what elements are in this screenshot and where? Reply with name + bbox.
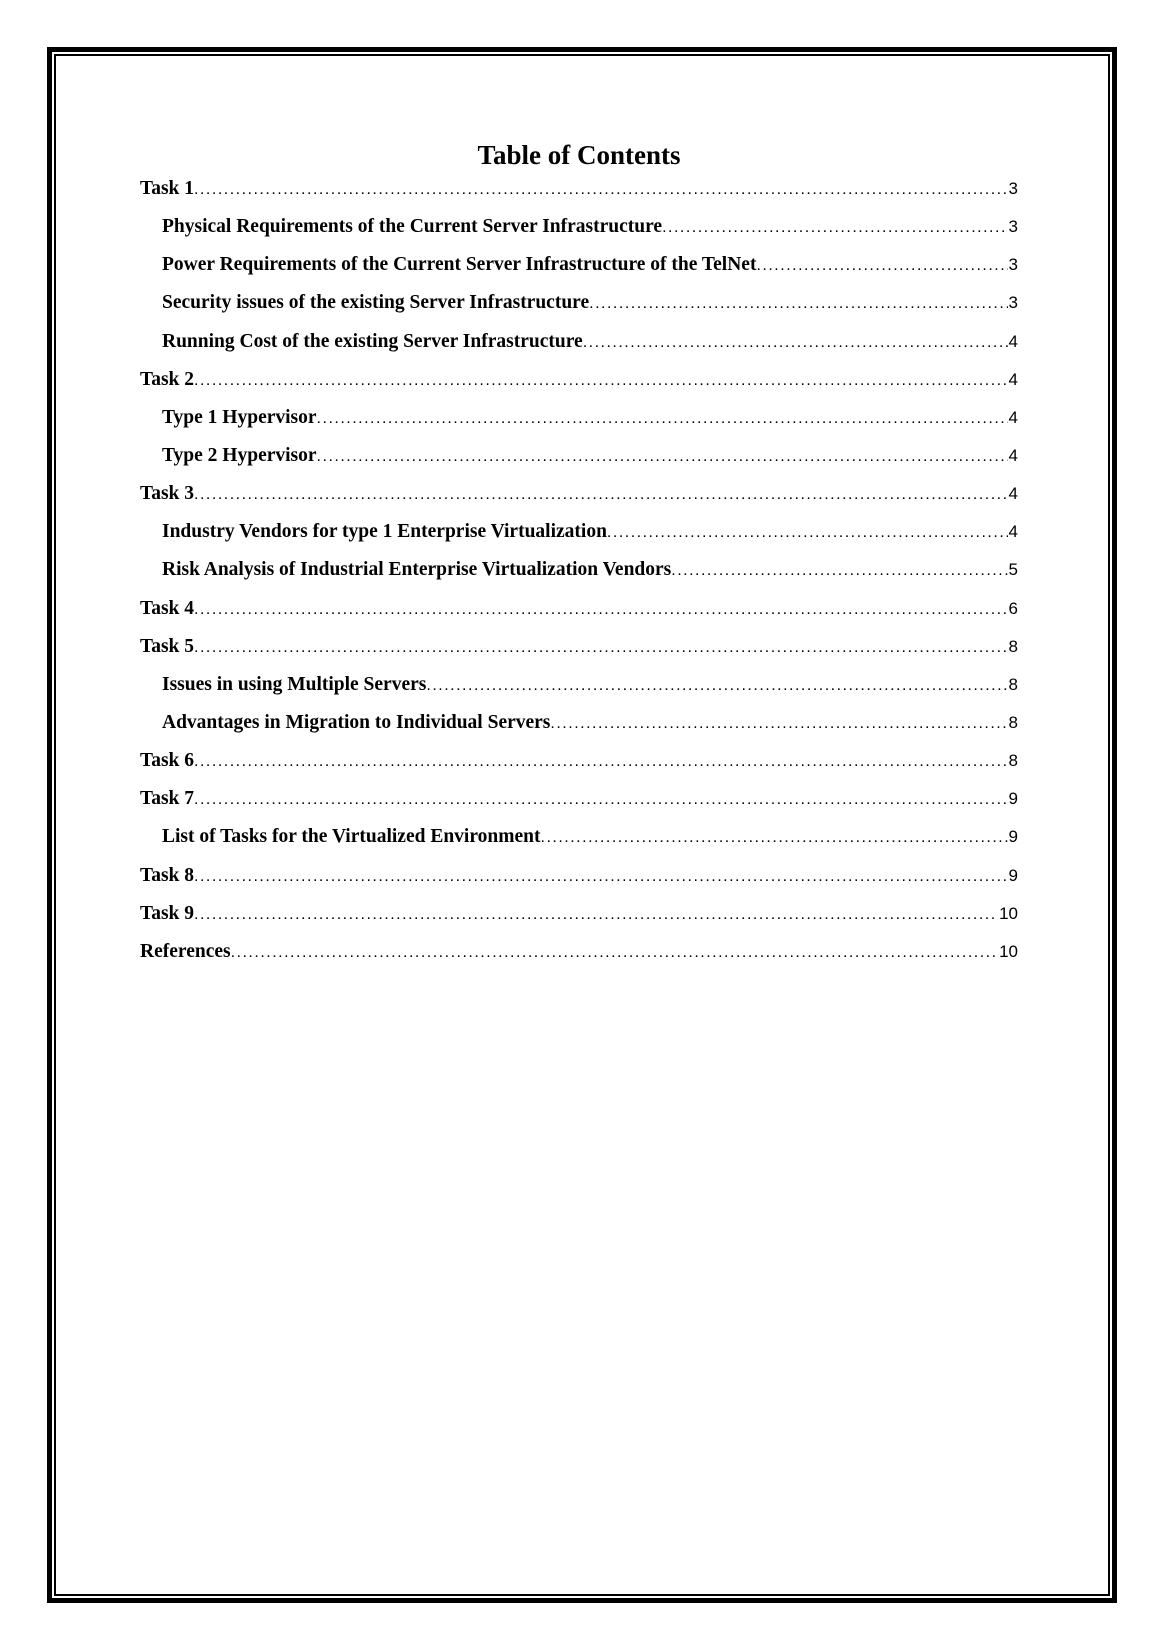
toc-dot-leader	[194, 171, 1008, 208]
toc-entry[interactable]	[140, 551, 1018, 589]
toc-dot-leader	[317, 400, 1008, 437]
toc-entry[interactable]	[140, 170, 1018, 208]
toc-dot-leader	[756, 247, 1007, 284]
toc-entry-label[interactable]: Task 6	[140, 750, 195, 772]
toc-entry-page-number[interactable]: 3	[1008, 255, 1018, 275]
toc-entry[interactable]	[140, 818, 1018, 856]
toc-entry[interactable]	[140, 399, 1018, 437]
toc-entry-page-number[interactable]: 10	[999, 903, 1018, 923]
toc-entry-page-number[interactable]: 6	[1008, 598, 1018, 618]
toc-dot-leader	[550, 705, 1007, 742]
toc-dot-leader	[317, 438, 1008, 475]
toc-entry[interactable]	[140, 246, 1018, 284]
toc-entry[interactable]	[140, 590, 1018, 628]
toc-entry-label[interactable]: Issues in using Multiple Servers	[162, 673, 427, 695]
toc-entry[interactable]	[140, 284, 1018, 322]
toc-dot-leader	[194, 591, 1008, 628]
toc-entry[interactable]	[140, 742, 1018, 780]
toc-entry[interactable]	[140, 475, 1018, 513]
toc-entry-label[interactable]: Running Cost of the existing Server Infrastructure	[162, 330, 583, 352]
toc-entry[interactable]	[140, 780, 1018, 818]
toc-dot-leader	[231, 934, 998, 971]
toc-entry-page-number[interactable]: 8	[1008, 674, 1018, 694]
toc-entry-label[interactable]: Type 1 Hypervisor	[162, 406, 317, 428]
toc-entry-page-number[interactable]: 9	[1008, 827, 1018, 847]
toc-entry[interactable]	[140, 361, 1018, 399]
toc-entry-label[interactable]: Type 2 Hypervisor	[162, 444, 317, 466]
toc-dot-leader	[607, 514, 1008, 551]
toc-dot-leader	[541, 819, 1008, 856]
toc-entry-page-number[interactable]: 8	[1008, 751, 1018, 771]
toc-entry-label[interactable]: Security issues of the existing Server Infrastructure	[162, 292, 590, 314]
toc-entry-label[interactable]: Advantages in Migration to Individual Servers	[162, 711, 551, 733]
toc-entry[interactable]	[140, 933, 1018, 971]
toc-entry-label[interactable]: Task 2	[140, 368, 195, 390]
toc-entry-page-number[interactable]: 8	[1008, 712, 1018, 732]
toc-dot-leader	[589, 285, 1007, 322]
toc-dot-leader	[194, 476, 1008, 513]
toc-entry-label[interactable]: Risk Analysis of Industrial Enterprise Virtualization Vendors	[162, 559, 672, 581]
toc-entry-label[interactable]: Task 5	[140, 635, 195, 657]
toc-entry[interactable]	[140, 895, 1018, 933]
toc-entry[interactable]	[140, 513, 1018, 551]
toc-dot-leader	[671, 552, 1007, 589]
toc-entry-label[interactable]: Industry Vendors for type 1 Enterprise Virtualization	[162, 521, 607, 543]
toc-entry-label[interactable]: Task 1	[140, 178, 195, 199]
toc-dot-leader	[583, 324, 1008, 361]
toc-entry-page-number[interactable]: 5	[1008, 560, 1018, 580]
toc-entry-page-number[interactable]: 4	[1008, 484, 1018, 504]
toc-dot-leader	[194, 781, 1008, 818]
toc-entry[interactable]	[140, 437, 1018, 475]
toc-entry[interactable]	[140, 323, 1018, 361]
toc-dot-leader	[194, 629, 1008, 666]
toc-entry-page-number[interactable]: 4	[1008, 407, 1018, 427]
toc-entry-label[interactable]: Task 8	[140, 864, 195, 886]
toc-entry-label[interactable]: Power Requirements of the Current Server Infrastructure of the TelNet	[162, 254, 757, 276]
toc-dot-leader	[426, 667, 1007, 704]
toc-entry-label[interactable]: List of Tasks for the Virtualized Environment	[162, 826, 541, 848]
toc-entry-label[interactable]: Task 7	[140, 788, 195, 810]
toc-dot-leader	[194, 362, 1008, 399]
toc-dot-leader	[194, 896, 998, 933]
toc-entry-page-number[interactable]: 9	[1008, 865, 1018, 885]
toc-entry-label[interactable]: References	[140, 940, 231, 962]
toc-entry-page-number[interactable]: 8	[1008, 636, 1018, 656]
toc-entry[interactable]	[140, 704, 1018, 742]
toc-entry-page-number[interactable]: 4	[1008, 331, 1018, 351]
toc-entry-page-number[interactable]: 3	[1008, 293, 1018, 313]
toc-entry-label[interactable]: Task 4	[140, 597, 195, 619]
toc-entry[interactable]	[140, 666, 1018, 704]
toc-entry-page-number[interactable]: 3	[1008, 179, 1018, 198]
toc-entry-page-number[interactable]: 10	[999, 941, 1018, 961]
toc-entry-label[interactable]: Task 9	[140, 902, 195, 924]
toc-title: Table of Contents	[477, 140, 681, 170]
toc-entry-page-number[interactable]: 4	[1008, 522, 1018, 542]
toc-entry-page-number[interactable]: 3	[1008, 217, 1018, 237]
toc-dot-leader	[194, 858, 1008, 895]
toc-entry-page-number[interactable]: 4	[1008, 445, 1018, 465]
toc-entry-label[interactable]: Physical Requirements of the Current Server Infrastructure	[162, 216, 663, 238]
toc-entry-page-number[interactable]: 9	[1008, 789, 1018, 809]
toc-dot-leader	[662, 209, 1007, 246]
toc-list	[140, 170, 1018, 971]
toc-entry[interactable]	[140, 628, 1018, 666]
toc-entry-label[interactable]: Task 3	[140, 483, 195, 505]
toc-entry-page-number[interactable]: 4	[1008, 369, 1018, 389]
toc-entry[interactable]	[140, 857, 1018, 895]
toc-dot-leader	[194, 743, 1008, 780]
toc-entry[interactable]	[140, 208, 1018, 246]
